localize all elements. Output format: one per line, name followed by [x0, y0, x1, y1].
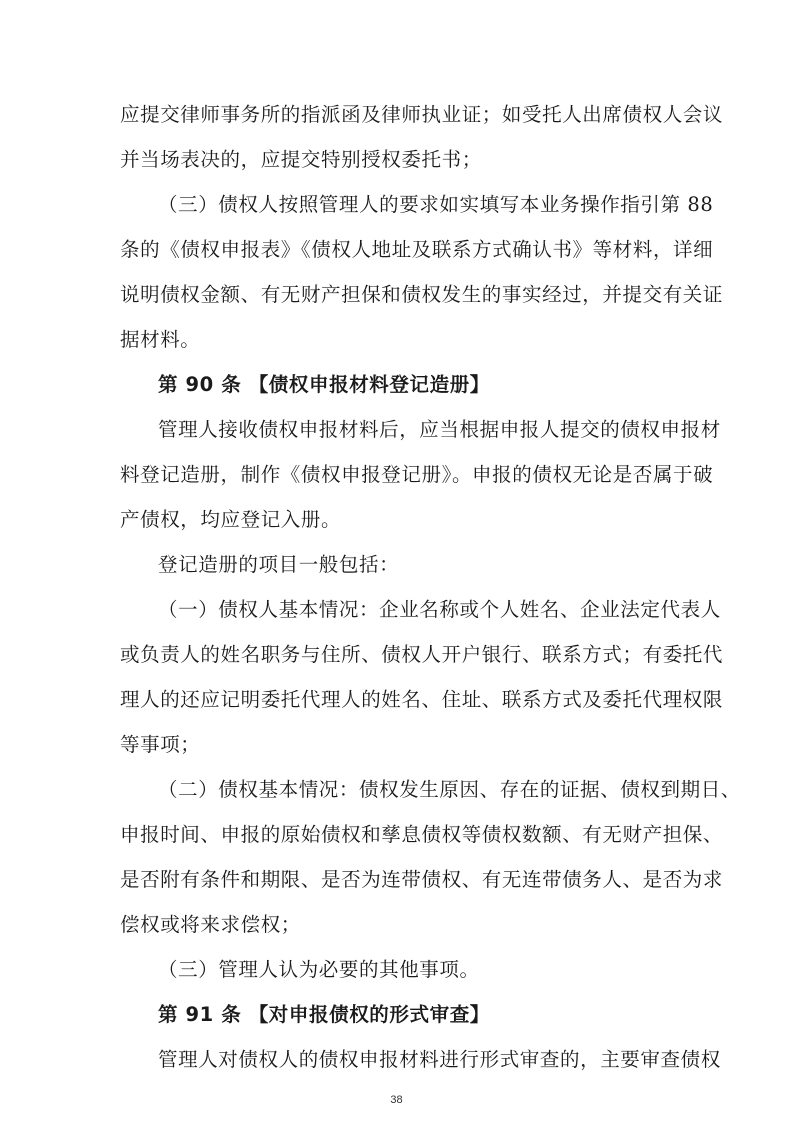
text-line: 说明债权金额、有无财产担保和债权发生的事实经过，并提交有关证 [120, 283, 724, 306]
text-line: 理人的还应记明委托代理人的姓名、住址、联系方式及委托代理权限 [120, 688, 724, 711]
page-number: 38 [390, 1094, 403, 1106]
text-line: 管理人对债权人的债权申报材料进行形式审查的，主要审查债权 [158, 1048, 721, 1071]
text-line: 应提交律师事务所的指派函及律师执业证；如受托人出席债权人会议 [120, 103, 724, 126]
text-line: 偿权或将来求偿权； [120, 913, 301, 936]
text-line: 据材料。 [120, 328, 201, 351]
text-line: 是否附有条件和期限、是否为连带债权、有无连带债务人、是否为求 [120, 868, 724, 891]
text-line: （一）债权人基本情况：企业名称或个人姓名、企业法定代表人 [158, 598, 721, 621]
text-line: 并当场表决的，应提交特别授权委托书； [120, 148, 482, 171]
text-line: （三）管理人认为必要的其他事项。 [158, 958, 480, 981]
text-line: （三）债权人按照管理人的要求如实填写本业务操作指引第 88 [158, 193, 714, 216]
text-line: 产债权，均应登记入册。 [120, 508, 342, 531]
text-line: （二）债权基本情况：债权发生原因、存在的证据、债权到期日、 [158, 778, 741, 801]
text-line: 或负责人的姓名职务与住所、债权人开户银行、联系方式；有委托代 [120, 643, 724, 666]
text-line: 条的《债权申报表》《债权人地址及联系方式确认书》等材料，详细 [120, 238, 714, 261]
text-line: 登记造册的项目一般包括： [158, 553, 400, 576]
text-line: 管理人接收债权申报材料后，应当根据申报人提交的债权申报材 [158, 418, 721, 441]
text-line: 申报时间、申报的原始债权和孳息债权等债权数额、有无财产担保、 [120, 823, 724, 846]
section-heading-article-90: 第 90 条 【债权申报材料登记造册】 [158, 373, 490, 396]
section-heading-article-91: 第 91 条 【对申报债权的形式审查】 [158, 1003, 490, 1026]
text-line: 料登记造册，制作《债权申报登记册》。申报的债权无论是否属于破 [120, 463, 714, 486]
text-line: 等事项； [120, 733, 201, 756]
